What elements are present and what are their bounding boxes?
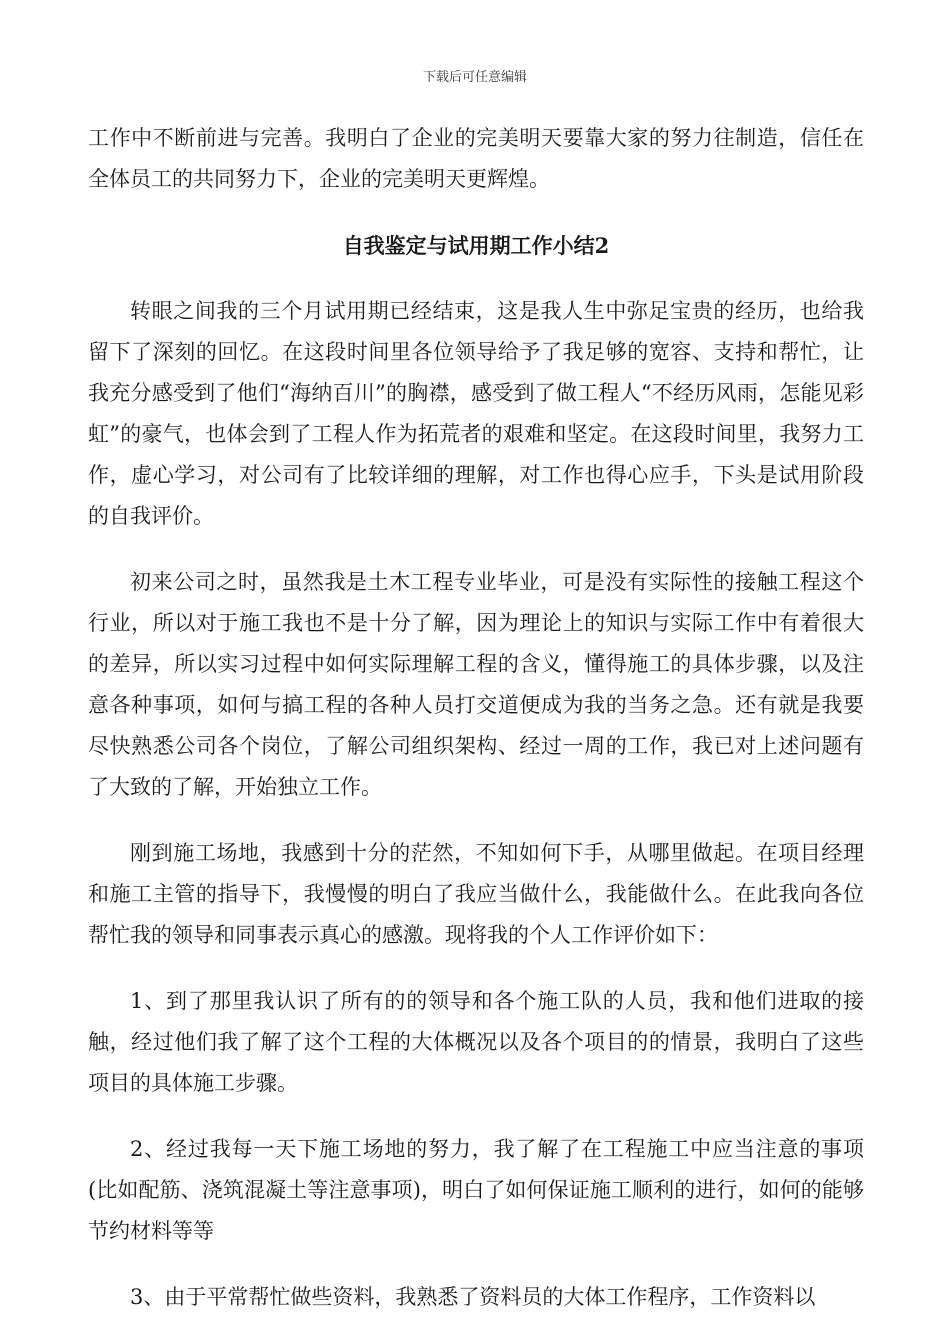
list-item-2: 2、经过我每一天下施工场地的努力，我了解了在工程施工中应当注意的事项(比如配筋、浇筑混凝土等注意事项)，明白了如何保证施工顺利的进行，如何的能够节约材料等等 bbox=[88, 1137, 864, 1243]
list-item-1: 1、到了那里我认识了所有的的领导和各个施工队的人员，我和他们进取的接触，经过他们我了解了这个工程的大体概况以及各个项目的的情景，我明白了这些项目的具体施工步骤。 bbox=[88, 989, 864, 1095]
section-title: 自我鉴定与试用期工作小结2 bbox=[342, 233, 610, 258]
intro-paragraph: 工作中不断前进与完善。我明白了企业的完美明天要靠大家的努力往制造，信任在全体员工的共同努力下，企业的完美明天更辉煌。 bbox=[88, 126, 864, 191]
paragraph-3: 刚到施工场地，我感到十分的茫然，不知如何下手，从哪里做起。在项目经理和施工主管的指导下，我慢慢的明白了我应当做什么，我能做什么。在此我向各位帮忙我的领导和同事表示真心的感激。现将我的个人工作评价如下： bbox=[88, 841, 864, 947]
document-body bbox=[88, 118, 864, 1343]
list-item-3: 3、由于平常帮忙做些资料，我熟悉了资料员的大体工作程序，工作资料以 bbox=[130, 1285, 816, 1309]
paragraph-2: 初来公司之时，虽然我是土木工程专业毕业，可是没有实际性的接触工程这个行业，所以对于施工我也不是十分了解，因为理论上的知识与实际工作中有着很大的差异，所以实习过程中如何实际理解工程的含义，懂得施工的具体步骤，以及注意各种事项，如何与搞工程的各种人员打交道便成为我的当务之急。还有就是我要尽快熟悉公司各个岗位，了解公司组织架构、经过一周的工作，我已对上述问题有了大致的了解，开始独立工作。 bbox=[88, 570, 864, 799]
paragraph-1: 转眼之间我的三个月试用期已经结束，这是我人生中弥足宝贵的经历，也给我留下了深刻的回忆。在这段时间里各位领导给予了我足够的宽容、支持和帮忙，让我充分感受到了他们“海纳百川”的胸襟，感受到了做工程人“不经历风雨，怎能见彩虹”的豪气，也体会到了工程人作为拓荒者的艰难和坚定。在这段时间里，我努力工作，虚心学习，对公司有了比较详细的理解，对工作也得心应手，下头是试用阶段的自我评价。 bbox=[88, 299, 864, 528]
header-note: 下载后可任意编辑 bbox=[422, 70, 527, 85]
